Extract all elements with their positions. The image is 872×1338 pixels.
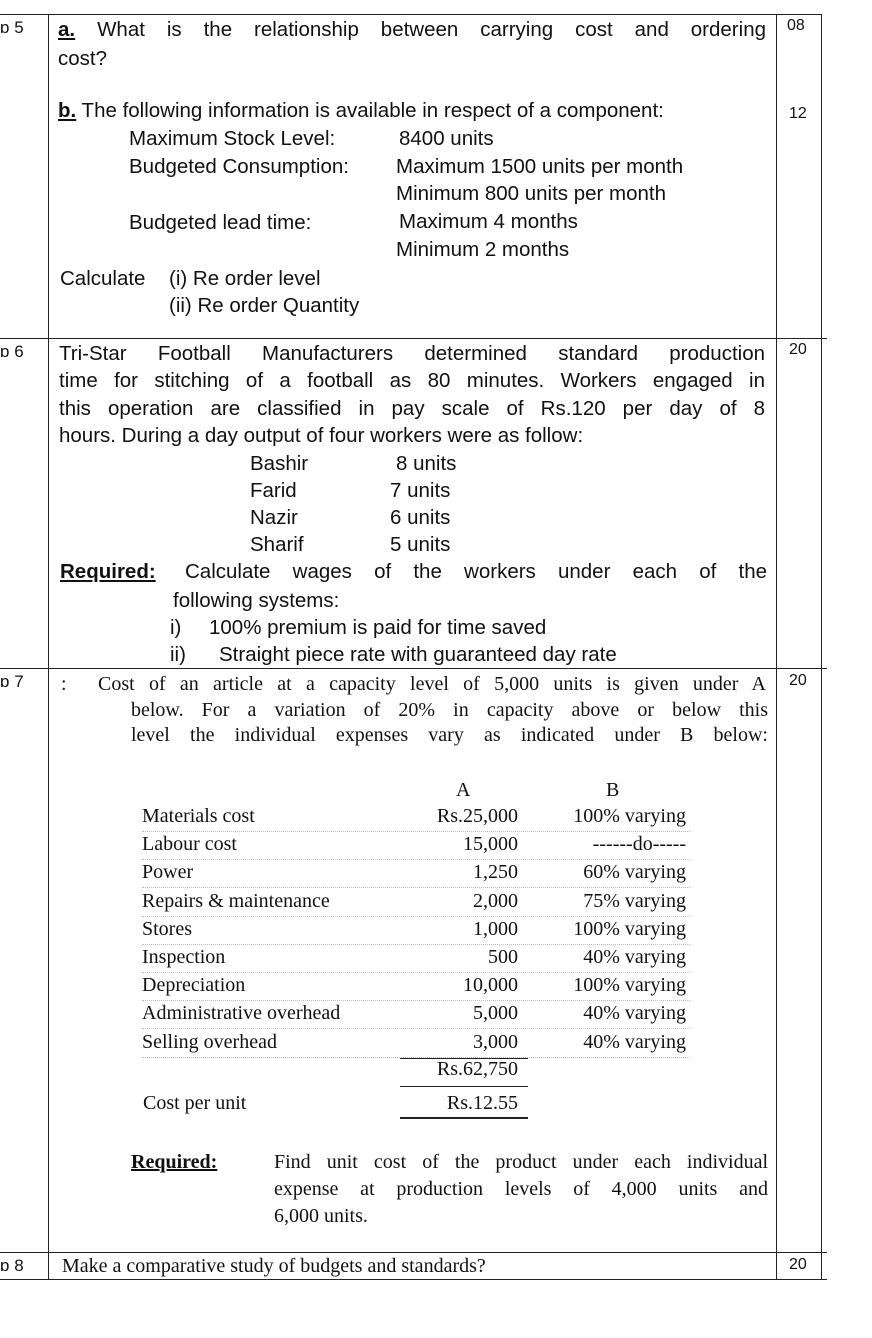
worker-output: 6 units [390,506,451,529]
expense-name: Materials cost [142,805,255,827]
q5a-line-2: cost? [58,47,107,70]
variability: 75% varying [583,890,686,912]
calc-item: (ii) Re order Quantity [169,294,360,317]
expense-name: Depreciation [142,974,246,996]
row-divider-q7 [0,668,827,669]
row-divider-q8 [0,1252,827,1253]
max-stock-value: 8400 units [399,127,494,150]
cost-at-5000: 2,000 [473,890,518,912]
required-text: expense at production levels of 4,000 units and [274,1178,768,1200]
expense-name: Stores [142,918,192,940]
worker-output: 5 units [390,533,451,556]
marks: 12 [789,105,807,122]
expense-name: Labour cost [142,833,237,855]
marks: 20 [789,672,807,689]
lead-time-max: Maximum 4 months [399,210,578,233]
marks: 08 [787,17,805,34]
question-number: ɒ 6 [0,342,24,361]
marks: 20 [789,1256,807,1273]
cost-at-5000: 500 [488,946,518,968]
cost-table-row [142,1031,690,1058]
worker-output: 7 units [390,479,451,502]
cost-per-unit-double-rule [400,1117,528,1119]
variability: 40% varying [583,1031,686,1053]
worker-name: Bashir [250,452,309,475]
q6-line: time for stitching of a football as 80 minutes. Workers engaged in [59,369,765,392]
part-label: a. [58,18,76,41]
cost-table-row [142,833,690,860]
cost-per-unit-value: Rs.12.55 [446,1092,518,1114]
cost-at-5000: Rs.25,000 [436,805,518,827]
q6-line: this operation are classified in pay scale of Rs.120 per day of 8 [59,397,765,420]
variability: 100% varying [573,805,686,827]
cost-table-row [142,946,690,973]
question-column-divider [48,14,49,1280]
expense-name: Power [142,861,194,883]
lead-time-min: Minimum 2 months [396,238,570,261]
row-divider-q6 [0,338,827,339]
cost-table-row [142,805,690,832]
q7-line: level the individual expenses vary as indicated under B below: [131,724,768,746]
q7-colon: : [61,673,67,695]
consumption-min: Minimum 800 units per month [396,182,667,205]
variability: ------do----- [592,833,686,855]
q8-text: Make a comparative study of budgets and standards? [62,1255,486,1277]
q6-line: hours. During a day output of four workers were as follow: [59,424,584,447]
question-number: ɒ 8 [0,1256,24,1275]
cost-table-row [142,861,690,888]
column-header-a: A [456,779,471,801]
marks: 20 [789,341,807,358]
cost-at-5000: 15,000 [463,833,518,855]
table-bottom-border [0,1279,827,1280]
expense-name: Selling overhead [142,1031,277,1053]
worker-name: Farid [250,479,297,502]
table-right-border [821,14,822,1280]
worker-name: Sharif [250,533,304,556]
worker-name: Nazir [250,506,298,529]
cost-at-5000: 1,000 [473,918,518,940]
system-num: i) [170,616,182,639]
table-top-border [0,14,822,15]
q7-line: Cost of an article at a capacity level of 5,000 units is given under A [98,673,766,695]
cost-at-5000: 5,000 [473,1002,518,1024]
question-number: ɒ 5 [0,18,24,37]
system-text: 100% premium is paid for time saved [209,616,547,639]
cost-per-unit-label: Cost per unit [143,1092,247,1114]
q5b-intro [58,99,664,123]
cost-table-row [142,918,690,945]
marks-column-divider [776,14,777,1280]
total-rule-bottom [400,1086,528,1087]
required-text: 6,000 units. [274,1205,368,1227]
consumption-label: Budgeted Consumption: [129,155,349,178]
cost-at-5000: 10,000 [463,974,518,996]
question-number: ɒ 7 [0,672,24,691]
required-text: Find unit cost of the product under each individual [274,1151,768,1173]
calculate-label: Calculate [60,267,146,290]
expense-name: Inspection [142,946,226,968]
system-text: Straight piece rate with guaranteed day rate [219,643,617,666]
cost-table-row [142,974,690,1001]
variability: 40% varying [583,1002,686,1024]
expense-name: Repairs & maintenance [142,890,330,912]
question-text: The following information is available in respect of a component: [81,99,664,122]
total-value: Rs.62,750 [436,1058,518,1080]
required-text: Calculate wages of the workers under each of the [185,560,767,583]
variability: 100% varying [573,918,686,940]
calc-item: (i) Re order level [169,267,321,290]
required-text: following systems: [173,589,340,612]
required-label: Required: [60,560,156,583]
required-label: Required: [131,1151,218,1173]
column-header-b: B [606,779,620,801]
cost-table-row [142,1002,690,1029]
cost-at-5000: 3,000 [473,1031,518,1053]
variability: 60% varying [583,861,686,883]
lead-time-label: Budgeted lead time: [129,211,312,234]
question-text: What is the relationship between carrying cost and ordering [97,18,766,41]
q6-line: Tri-Star Football Manufacturers determined standard production [59,342,765,365]
cost-at-5000: 1,250 [473,861,518,883]
q5a-line-1 [58,18,766,42]
consumption-max: Maximum 1500 units per month [396,155,684,178]
worker-output: 8 units [396,452,457,475]
variability: 100% varying [573,974,686,996]
q7-line: below. For a variation of 20% in capacity above or below this [131,699,768,721]
max-stock-label: Maximum Stock Level: [129,127,336,150]
expense-name: Administrative overhead [142,1002,341,1024]
system-num: ii) [170,643,186,666]
part-label: b. [58,99,77,122]
variability: 40% varying [583,946,686,968]
cost-table-row [142,890,690,917]
